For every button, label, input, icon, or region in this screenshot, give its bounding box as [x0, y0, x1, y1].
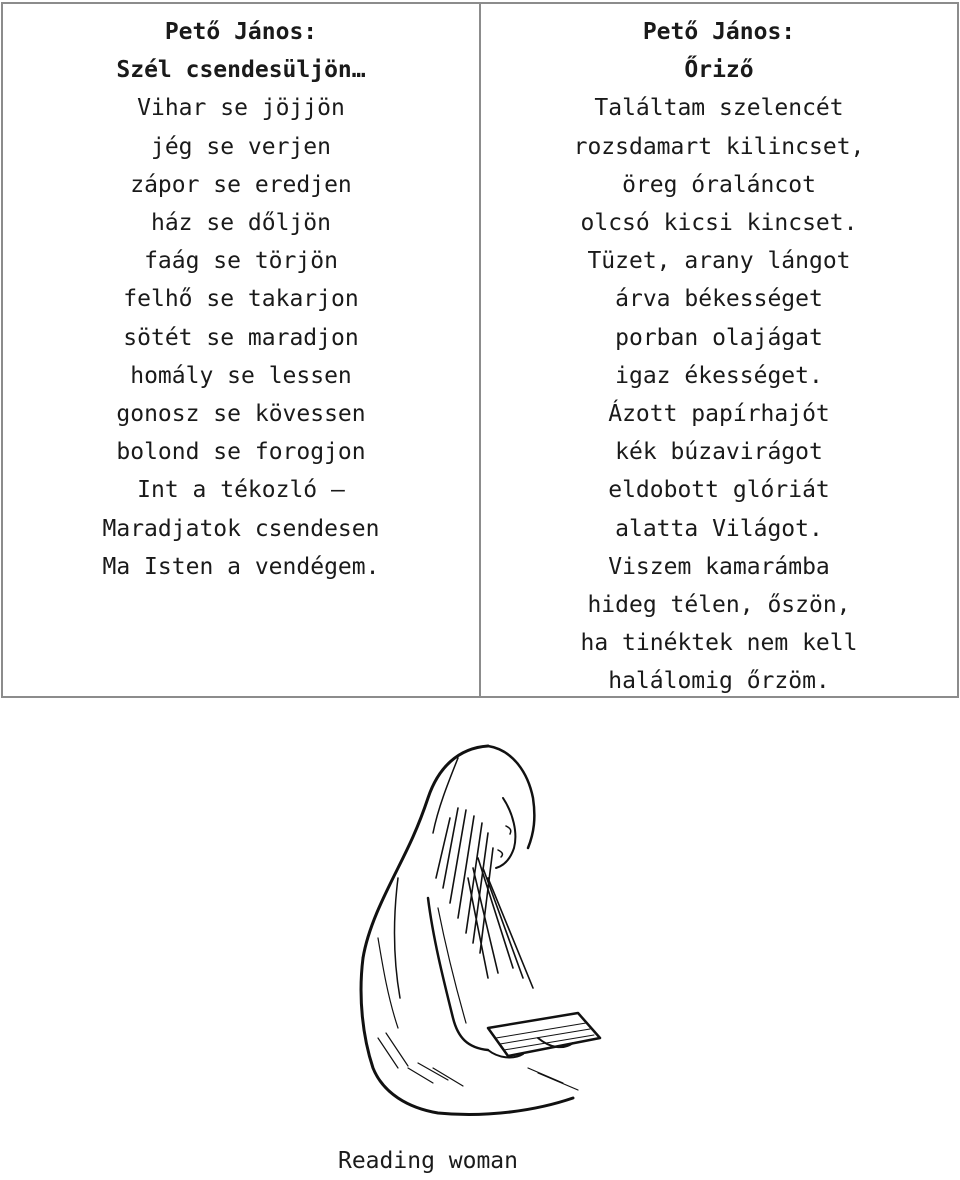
poem-table [1, 2, 959, 698]
hair-hatching [436, 808, 533, 988]
poem-line: olcsó kicsi kincset. [580, 210, 858, 237]
poem-line: kék búzavirágot [615, 439, 823, 466]
poem-line: ha tinéktek nem kell [580, 630, 858, 657]
poem-line: sötét se maradjon [123, 324, 359, 351]
poem-right [481, 4, 957, 696]
poem-line: Viszem kamarámba [608, 553, 830, 580]
poem-line: Vihar se jöjjön [137, 95, 345, 122]
poem-title: Szél csendesüljön… [116, 57, 366, 84]
poem-line: felhő se takarjon [123, 286, 359, 313]
poem-line: homály se lessen [130, 362, 352, 389]
poem-line: rozsdamart kilincset, [573, 133, 865, 160]
poem-line: Tüzet, arany lángot [587, 248, 851, 275]
poem-line: öreg óraláncot [622, 171, 816, 198]
poem-line: hideg télen, őszön, [587, 592, 851, 619]
poem-title: Őriző [684, 57, 754, 84]
poem-author: Pető János: [164, 19, 318, 45]
poem-line: faág se törjön [144, 248, 338, 275]
poem-left [3, 4, 481, 696]
illustration-caption: Reading woman [337, 1148, 518, 1174]
poem-line: Ma Isten a vendégem. [102, 553, 380, 580]
poem-line: zápor se eredjen [130, 171, 352, 198]
poem-line: eldobott glóriát [608, 477, 830, 504]
lap-shading [378, 1033, 578, 1090]
poem-author: Pető János: [642, 19, 796, 45]
poem-line: bolond se forogjon [116, 439, 366, 466]
poem-line: Maradjatok csendesen [102, 515, 380, 542]
poem-line: igaz ékességet. [615, 362, 823, 389]
poem-line: jég se verjen [150, 133, 331, 160]
poem-line: gonosz se kövessen [116, 401, 366, 428]
poem-line: Int a tékozló – [137, 477, 345, 504]
hood-outline [363, 746, 488, 958]
poem-line: Ázott papírhajót [608, 401, 830, 428]
arm [428, 898, 488, 1050]
poem-line: halálomig őrzöm. [608, 668, 830, 695]
poem-line: ház se dőljön [150, 210, 331, 237]
poem-line: porban olajágat [615, 324, 823, 351]
poem-line: alatta Világot. [615, 515, 823, 542]
reading-woman-illustration [338, 738, 608, 1138]
coat-back [361, 958, 573, 1115]
face-profile [496, 798, 515, 868]
poem-line: árva békességet [615, 286, 823, 313]
poem-line: Találtam szelencét [594, 95, 844, 122]
